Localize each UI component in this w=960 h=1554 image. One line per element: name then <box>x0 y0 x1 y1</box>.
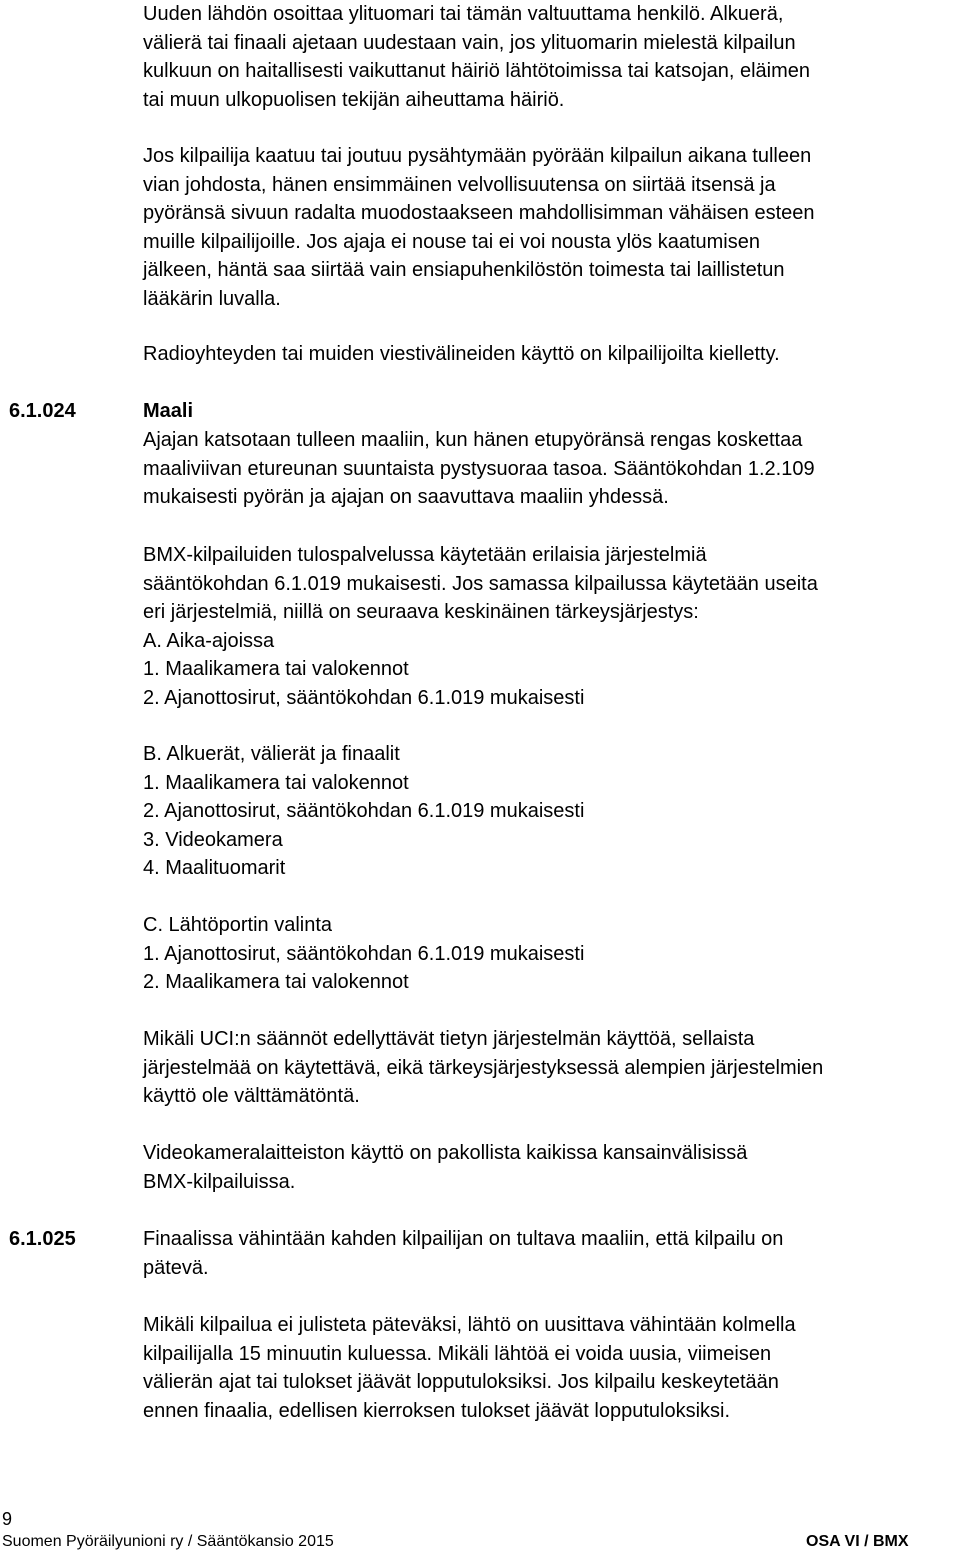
list-c <box>143 911 960 997</box>
list-item: B. Alkuerät, välierät ja finaalit <box>143 743 400 765</box>
text-line: sääntökohdan 6.1.019 mukaisesti. Jos samassa kilpailussa käytetään useita <box>143 572 818 595</box>
text-line: maaliviivan etureunan suuntaista pystysuoraa tasoa. Sääntökohdan 1.2.109 <box>143 457 815 480</box>
radio-paragraph <box>143 340 960 369</box>
text-line: jälkeen, häntä saa siirtää vain ensiapuhenkilöstön toimesta tai laillistetun <box>143 259 785 281</box>
page-number: 9 <box>2 1509 13 1529</box>
list-item: 2. Maalikamera tai valokennot <box>143 971 409 993</box>
list-item: 2. Ajanottosirut, sääntökohdan 6.1.019 mukaisesti <box>143 800 585 822</box>
systems-paragraph <box>143 541 960 712</box>
section-title-block <box>143 397 960 426</box>
text-line: BMX-kilpailuissa. <box>143 1170 296 1193</box>
section-title: Maali <box>143 400 194 422</box>
text-line: Radioyhteyden tai muiden viestivälineiden käyttö on kilpailijoilta kielletty. <box>143 343 780 365</box>
text-line: Jos kilpailija kaatuu tai joutuu pysähtymään pyörään kilpailun aikana tulleen <box>143 145 812 167</box>
footer-publisher: Suomen Pyöräilyunioni ry / Sääntökansio 2015 <box>2 1533 334 1550</box>
text-line: Uuden lähdön osoittaa ylituomari tai tämän valtuuttama henkilö. Alkuerä, <box>143 3 784 25</box>
text-line: eri järjestelmiä, niillä on seuraava keskinäinen tärkeysjärjestys: <box>143 601 699 623</box>
section-025-first-paragraph <box>143 1225 960 1282</box>
text-line: Mikäli UCI:n säännöt edellyttävät tietyn järjestelmän käyttöä, sellaista <box>143 1028 755 1050</box>
intro-paragraph <box>143 0 960 114</box>
list-item: C. Lähtöportin valinta <box>143 914 333 936</box>
text-line: lääkärin luvalla. <box>143 287 281 310</box>
text-line: Videokameralaitteiston käyttö on pakollista kaikissa kansainvälisissä <box>143 1142 748 1164</box>
text-line: pyöränsä sivuun radalta muodostaakseen mahdollisimman vähäisen esteen <box>143 202 815 224</box>
text-line: ennen finaalia, edellisen kierroksen tulokset jäävät lopputuloksiksi. <box>143 1399 731 1422</box>
text-line: kilpailijalla 15 minuutin kuluessa. Mikäli lähtöä ei voida uusia, viimeisen <box>143 1342 772 1365</box>
uci-paragraph <box>143 1025 960 1111</box>
crash-paragraph <box>143 142 960 313</box>
text-line: muille kilpailijoille. Jos ajaja ei nouse tai ei voi nousta ylös kaatumisen <box>143 230 760 253</box>
text-line: käyttö ole välttämätöntä. <box>143 1085 360 1107</box>
list-item: 3. Videokamera <box>143 828 283 851</box>
list-item: 1. Ajanottosirut, sääntökohdan 6.1.019 mukaisesti <box>143 942 585 965</box>
text-line: pätevä. <box>143 1256 209 1279</box>
text-line: BMX-kilpailuiden tulospalvelussa käytetään erilaisia järjestelmiä <box>143 544 707 566</box>
list-item: A. Aika-ajoissa <box>143 629 275 652</box>
text-line: järjestelmää on käytettävä, eikä tärkeysjärjestyksessä alempien järjestelmien <box>143 1056 824 1079</box>
video-paragraph <box>143 1139 960 1196</box>
finish-paragraph <box>143 426 960 512</box>
list-item: 4. Maalituomarit <box>143 857 286 879</box>
list-b <box>143 740 960 883</box>
footer-part: OSA VI / BMX <box>806 1533 909 1550</box>
text-line: Finaalissa vähintään kahden kilpailijan on tultava maaliin, että kilpailu on <box>143 1228 784 1250</box>
list-item: 1. Maalikamera tai valokennot <box>143 658 409 680</box>
text-line: Ajajan katsotaan tulleen maaliin, kun hänen etupyöränsä rengas koskettaa <box>143 429 803 451</box>
text-line: tai muun ulkopuolisen tekijän aiheuttama häiriö. <box>143 88 565 111</box>
section-025-second-paragraph <box>143 1311 960 1425</box>
text-line: vian johdosta, hänen ensimmäinen velvollisuutensa on siirtää itsensä ja <box>143 173 776 196</box>
text-line: kulkuun on haitallisesti vaikuttanut häiriö lähtötoimissa tai katsojan, eläimen <box>143 60 811 82</box>
section-number: 6.1.024 <box>9 400 76 422</box>
text-line: Mikäli kilpailua ei julisteta päteväksi, lähtö on uusittava vähintään kolmella <box>143 1314 796 1336</box>
text-line: mukaisesti pyörän ja ajajan on saavuttava maaliin yhdessä. <box>143 486 669 508</box>
text-line: välierän ajat tai tulokset jäävät lopputuloksiksi. Jos kilpailu keskeytetään <box>143 1371 779 1393</box>
text-line: välierä tai finaali ajetaan uudestaan vain, jos ylituomarin mielestä kilpailun <box>143 31 796 54</box>
section-number: 6.1.025 <box>9 1228 76 1250</box>
list-item: 2. Ajanottosirut, sääntökohdan 6.1.019 mukaisesti <box>143 686 585 709</box>
list-item: 1. Maalikamera tai valokennot <box>143 771 409 794</box>
